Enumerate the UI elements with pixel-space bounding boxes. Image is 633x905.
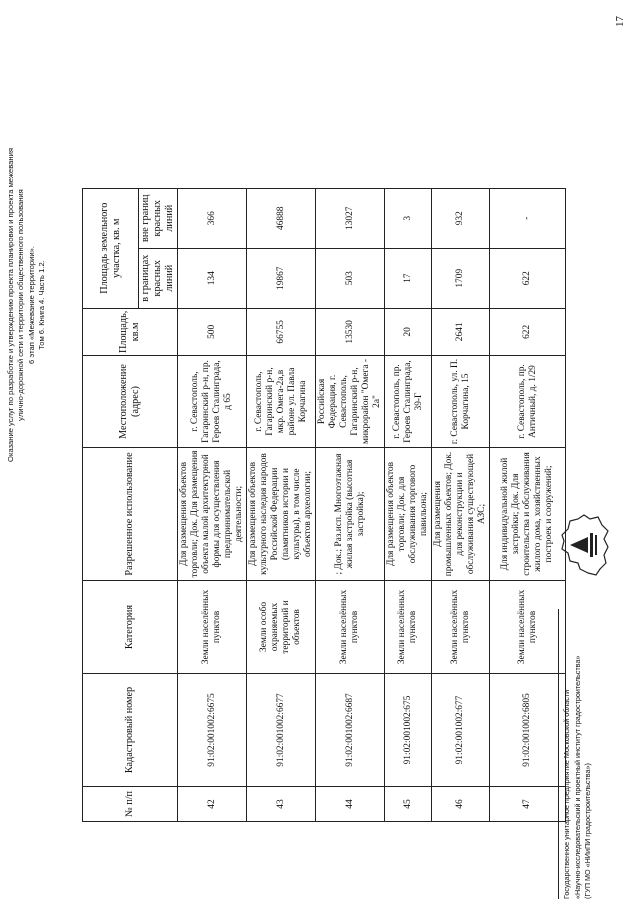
niipi-logo-icon	[558, 511, 610, 579]
table-row	[490, 188, 566, 821]
footer-organization	[562, 599, 594, 899]
land-plots-table	[82, 188, 566, 822]
cell-category: Земли особо охраняемых территорий и объектов	[247, 581, 316, 674]
cell-inside: 19867	[247, 248, 316, 308]
header-num: № п/п	[83, 787, 178, 822]
footer-line: Государственное унитарное предприятие Московской области	[562, 689, 571, 899]
cell-inside: 1709	[432, 248, 490, 308]
cell-permitted-use: ; Док.; Раз.исп. Многоэтажная жилая застройка (высотная застройка);	[316, 448, 385, 581]
cell-category: Земли населённых пунктов	[432, 581, 490, 674]
cell-inside: 622	[490, 248, 566, 308]
cell-outside: 932	[432, 188, 490, 248]
cell-area: 20	[385, 308, 432, 355]
cell-category: Земли населённых пунктов	[385, 581, 432, 674]
cell-location: Российская Федерация, г. Севастополь, Гагаринский р-н, микрорайон "Омега - 2а"	[316, 356, 385, 448]
cell-location: г. Севастополь, пр. Античный, д. 1/29	[490, 356, 566, 448]
header-line: Оказание услуг по разработке и утверждению проекта планировки и проекта межевания	[6, 148, 15, 462]
table-row	[316, 188, 385, 821]
header-line: улично-дорожной сети и территории общественного пользования	[16, 189, 26, 421]
header-land-area: Площадь земельного участка, кв. м	[83, 188, 139, 308]
table-row	[178, 188, 247, 821]
cell-cadastral: 91:02:001002:6805	[490, 674, 566, 787]
cell-num: 45	[385, 787, 432, 822]
cell-area: 66755	[247, 308, 316, 355]
cell-outside: 46888	[247, 188, 316, 248]
header-inside-red-lines: в границах красных линий	[139, 248, 178, 308]
page-number: 17	[614, 16, 626, 27]
cell-cadastral: 91:02:001002:6687	[316, 674, 385, 787]
header-line: Том 6. Книга 4. Часть 1.2.	[36, 260, 46, 350]
header-location: Местоположение (адрес)	[83, 356, 178, 448]
cell-inside: 134	[178, 248, 247, 308]
cell-num: 43	[247, 787, 316, 822]
cell-cadastral: 91:02:001002:675	[385, 674, 432, 787]
cell-category: Земли населённых пунктов	[178, 581, 247, 674]
cell-inside: 503	[316, 248, 385, 308]
cell-permitted-use: Для размещения объектов торговли; Док. Для размещения объекта малой архитектурной формы для осуществления предпринимательской деятельности;	[178, 448, 247, 581]
cell-num: 44	[316, 787, 385, 822]
header-category: Категория	[83, 581, 178, 674]
cell-area: 622	[490, 308, 566, 355]
cell-permitted-use: Для размещения объектов торговли; Док. для обслуживания торгового павильона;	[385, 448, 432, 581]
cell-permitted-use: Для размещения объектов культурного наследия народов Российской Федерации (памятников истории и культуры), в том числе объектов археологии;	[247, 448, 316, 581]
footer-rule	[558, 609, 559, 899]
cell-num: 47	[490, 787, 566, 822]
footer-line: «Научно-исследовательский и проектный институт градостроительства»	[572, 655, 582, 899]
cell-cadastral: 91:02:001002:6675	[178, 674, 247, 787]
document-header	[6, 25, 47, 585]
cell-permitted-use: Для размещения промышленных объектов; Док. для реконструкции и обслуживания существующей АЗС;	[432, 448, 490, 581]
header-area: Площадь, кв.м	[83, 308, 178, 355]
header-outside-red-lines: вне границ красных линий	[139, 188, 178, 248]
cell-outside: 13027	[316, 188, 385, 248]
cell-outside: -	[490, 188, 566, 248]
cell-category: Земли населённых пунктов	[316, 581, 385, 674]
cell-area: 2641	[432, 308, 490, 355]
header-cadastral: Кадастровый номер	[83, 674, 178, 787]
cell-area: 13530	[316, 308, 385, 355]
cell-outside: 366	[178, 188, 247, 248]
cell-location: г. Севастополь, Гагаринский р-н, пр. Героев Сталинграда, д 65	[178, 356, 247, 448]
cell-location: г. Севастополь, ул. П. Корчагина, 15	[432, 356, 490, 448]
header-line: 6 этап «Межевание территории».	[26, 246, 36, 364]
cell-area: 500	[178, 308, 247, 355]
cell-num: 42	[178, 787, 247, 822]
cell-inside: 17	[385, 248, 432, 308]
cell-category: Земли населённых пунктов	[490, 581, 566, 674]
cell-location: г. Севастополь, Гагаринский р-н, мкр. Омега-2а,в районе ул. Павла Корчагина	[247, 356, 316, 448]
table-row	[247, 188, 316, 821]
cell-cadastral: 91:02:001002:6677	[247, 674, 316, 787]
cell-outside: 3	[385, 188, 432, 248]
table-row	[432, 188, 490, 821]
cell-permitted-use: Для индивидуальной жилой застройки; Док. Для строительства и обслуживания жилого дома, хозяйственных построек и сооружений;	[490, 448, 566, 581]
footer-line: (ГУП МО «НИиПИ градостроительства»)	[583, 763, 592, 899]
table-row	[385, 188, 432, 821]
cell-location: г. Севастополь, пр. Героев Сталинграда, 39-Г	[385, 356, 432, 448]
cell-num: 46	[432, 787, 490, 822]
header-permitted-use: Разрешенное использование	[83, 448, 178, 581]
cell-cadastral: 91:02:001002:677	[432, 674, 490, 787]
